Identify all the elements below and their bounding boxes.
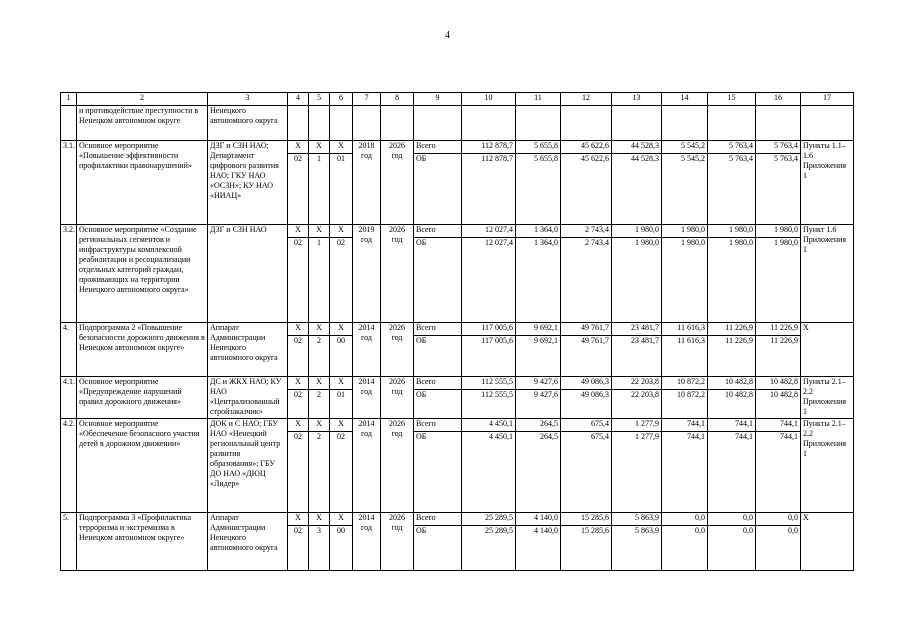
amount-cell: 44 528,3 [612, 154, 662, 225]
end-year: 2026 год [381, 225, 414, 323]
amount-cell: 44 528,3 [612, 141, 662, 154]
amount-cell: 4 450,1 [462, 432, 516, 513]
code-cell: X [309, 141, 330, 154]
amount-cell: 10 872,2 [662, 390, 708, 419]
start-year: 2014 год [353, 513, 381, 571]
amount-cell: 49 086,3 [561, 377, 612, 390]
amount-cell: 9 427,6 [516, 377, 561, 390]
header-cell: 16 [756, 93, 801, 106]
table-row [61, 419, 854, 432]
table-row [61, 323, 854, 336]
header-cell: 12 [561, 93, 612, 106]
source-ob: ОБ [414, 336, 462, 377]
amount-cell: 1 980,0 [662, 225, 708, 238]
code-cell: 3 [309, 526, 330, 571]
row-executor: ДОК и С НАО; ГБУ НАО «Ненецкий региональный центр развития образования»; ГБУ ДО НАО «ДЮЦ «Лидер» [208, 419, 288, 513]
amount-cell: 112 878,7 [462, 154, 516, 225]
header-row [61, 93, 854, 106]
amount-cell: 23 481,7 [612, 336, 662, 377]
amount-cell: 117 005,6 [462, 323, 516, 336]
code-cell: X [288, 377, 309, 390]
continuation-row [61, 106, 854, 141]
source-total: Всего [414, 225, 462, 238]
row-executor: Аппарат Администрации Ненецкого автономного округа [208, 323, 288, 377]
page-number: 4 [445, 30, 450, 41]
code-cell: 02 [288, 238, 309, 323]
code-cell: X [288, 513, 309, 526]
amount-cell: 4 450,1 [462, 419, 516, 432]
row-number: 4. [61, 323, 77, 377]
amount-cell: 45 622,6 [561, 141, 612, 154]
code-cell: X [309, 419, 330, 432]
amount-cell: 5 763,4 [756, 141, 801, 154]
code-cell: 1 [309, 238, 330, 323]
row-number: 3.1. [61, 141, 77, 225]
amount-cell: 264,5 [516, 419, 561, 432]
row-name: Основное мероприятие «Создание региональных сегментов и инфраструктуры комплексной реабилитации и ресоциализации отдельных категорий граждан, проживающих на территории Ненецкого автономного округа» [77, 225, 208, 323]
source-total: Всего [414, 377, 462, 390]
header-cell: 1 [61, 93, 77, 106]
row-name: Основное мероприятие «Повышение эффективности профилактики правонарушений» [77, 141, 208, 225]
amount-cell: 112 555,5 [462, 390, 516, 419]
code-cell: X [330, 141, 353, 154]
code-cell: 2 [309, 390, 330, 419]
code-cell: 02 [288, 336, 309, 377]
amount-cell: 4 140,0 [516, 526, 561, 571]
code-cell: 2 [309, 336, 330, 377]
table-row [61, 225, 854, 238]
row-number: 3.2. [61, 225, 77, 323]
code-cell: 02 [288, 154, 309, 225]
amount-cell: 49 086,3 [561, 390, 612, 419]
row-note: Пункт 1.6 Приложения 1 [801, 225, 854, 323]
source-ob: ОБ [414, 390, 462, 419]
amount-cell: 117 005,6 [462, 336, 516, 377]
amount-cell: 9 427,6 [516, 390, 561, 419]
amount-cell: 744,1 [708, 432, 756, 513]
amount-cell: 5 545,2 [662, 141, 708, 154]
start-year: 2014 год [353, 377, 381, 419]
source-total: Всего [414, 419, 462, 432]
amount-cell: 264,5 [516, 432, 561, 513]
end-year: 2026 год [381, 419, 414, 513]
continuation-name: и противодействие преступности в Ненецком автономном округе [77, 106, 208, 141]
amount-cell: 1 277,9 [612, 432, 662, 513]
amount-cell: 10 482,8 [708, 377, 756, 390]
amount-cell: 675,4 [561, 419, 612, 432]
row-executor: Аппарат Администрации Ненецкого автономного округа [208, 513, 288, 571]
amount-cell: 5 863,9 [612, 526, 662, 571]
amount-cell: 11 226,9 [756, 323, 801, 336]
amount-cell: 1 980,0 [708, 225, 756, 238]
amount-cell: 0,0 [662, 513, 708, 526]
end-year: 2026 год [381, 377, 414, 419]
code-cell: X [330, 225, 353, 238]
code-cell: X [330, 377, 353, 390]
amount-cell: 10 872,2 [662, 377, 708, 390]
code-cell: 01 [330, 390, 353, 419]
amount-cell: 23 481,7 [612, 323, 662, 336]
continuation-executor: Ненецкого автономного округа [208, 106, 288, 141]
row-note: X [801, 323, 854, 377]
source-total: Всего [414, 323, 462, 336]
amount-cell: 5 863,9 [612, 513, 662, 526]
source-ob: ОБ [414, 432, 462, 513]
end-year: 2026 год [381, 141, 414, 225]
row-name: Подпрограмма 2 «Повышение безопасности дорожного движения в Ненецком автономном округе» [77, 323, 208, 377]
row-name: Основное мероприятие «Обеспечение безопасного участия детей в дорожном движении» [77, 419, 208, 513]
amount-cell: 0,0 [708, 526, 756, 571]
budget-table [60, 92, 854, 571]
amount-cell: 2 743,4 [561, 238, 612, 323]
source-total: Всего [414, 141, 462, 154]
table-body [61, 93, 854, 571]
row-note: Пункты 2.1–2.2 Приложения 1 [801, 377, 854, 419]
amount-cell: 112 878,7 [462, 141, 516, 154]
amount-cell: 5 545,2 [662, 154, 708, 225]
amount-cell: 5 763,4 [756, 154, 801, 225]
source-ob: ОБ [414, 154, 462, 225]
amount-cell: 15 285,6 [561, 513, 612, 526]
code-cell: 00 [330, 526, 353, 571]
header-cell: 3 [208, 93, 288, 106]
row-note: Пункты 1.1–1.6 Приложения 1 [801, 141, 854, 225]
header-cell: 6 [330, 93, 353, 106]
row-executor: ДЗГ и СЗН НАО [208, 225, 288, 323]
row-name: Подпрограмма 3 «Профилактика терроризма и экстремизма в Ненецком автономном округе» [77, 513, 208, 571]
row-executor: ДЗГ и СЗН НАО; Департамент цифрового развития НАО; ГКУ НАО «ОСЗН»; КУ НАО «НИАЦ» [208, 141, 288, 225]
continuation-num [61, 106, 77, 141]
code-cell: 2 [309, 432, 330, 513]
header-cell: 9 [414, 93, 462, 106]
amount-cell: 11 616,3 [662, 336, 708, 377]
amount-cell: 11 226,9 [756, 336, 801, 377]
code-cell: X [330, 419, 353, 432]
row-name: Основное мероприятие «Предупреждение нарушений правил дорожного движения» [77, 377, 208, 419]
amount-cell: 1 980,0 [612, 238, 662, 323]
amount-cell: 11 226,9 [708, 323, 756, 336]
amount-cell: 2 743,4 [561, 225, 612, 238]
header-cell: 17 [801, 93, 854, 106]
header-cell: 15 [708, 93, 756, 106]
code-cell: X [288, 141, 309, 154]
row-note: Пункты 2.1–2.2 Приложения 1 [801, 419, 854, 513]
amount-cell: 9 692,1 [516, 323, 561, 336]
amount-cell: 45 622,6 [561, 154, 612, 225]
table-row [61, 513, 854, 526]
amount-cell: 0,0 [756, 526, 801, 571]
amount-cell: 9 692,1 [516, 336, 561, 377]
code-cell: X [288, 323, 309, 336]
amount-cell: 1 980,0 [662, 238, 708, 323]
amount-cell: 744,1 [662, 419, 708, 432]
table-row [61, 377, 854, 390]
code-cell: X [330, 323, 353, 336]
source-total: Всего [414, 513, 462, 526]
amount-cell: 10 482,8 [756, 377, 801, 390]
amount-cell: 5 655,8 [516, 141, 561, 154]
amount-cell: 744,1 [756, 419, 801, 432]
header-cell: 4 [288, 93, 309, 106]
row-number: 5. [61, 513, 77, 571]
amount-cell: 112 555,5 [462, 377, 516, 390]
amount-cell: 0,0 [708, 513, 756, 526]
amount-cell: 675,4 [561, 432, 612, 513]
code-cell: 02 [330, 432, 353, 513]
row-note: X [801, 513, 854, 571]
header-cell: 7 [353, 93, 381, 106]
amount-cell: 11 616,3 [662, 323, 708, 336]
amount-cell: 49 761,7 [561, 323, 612, 336]
code-cell: X [309, 323, 330, 336]
start-year: 2018 год [353, 141, 381, 225]
code-cell: X [288, 419, 309, 432]
amount-cell: 25 289,5 [462, 526, 516, 571]
amount-cell: 5 655,8 [516, 154, 561, 225]
header-cell: 11 [516, 93, 561, 106]
amount-cell: 1 277,9 [612, 419, 662, 432]
amount-cell: 12 027,4 [462, 225, 516, 238]
header-cell: 14 [662, 93, 708, 106]
source-ob: ОБ [414, 238, 462, 323]
code-cell: X [288, 225, 309, 238]
code-cell: 1 [309, 154, 330, 225]
amount-cell: 10 482,8 [756, 390, 801, 419]
source-ob: ОБ [414, 526, 462, 571]
header-cell: 2 [77, 93, 208, 106]
amount-cell: 4 140,0 [516, 513, 561, 526]
code-cell: X [330, 513, 353, 526]
amount-cell: 15 285,6 [561, 526, 612, 571]
row-number: 4.1. [61, 377, 77, 419]
code-cell: X [309, 377, 330, 390]
header-cell: 13 [612, 93, 662, 106]
amount-cell: 1 980,0 [708, 238, 756, 323]
amount-cell: 0,0 [756, 513, 801, 526]
code-cell: 00 [330, 336, 353, 377]
amount-cell: 5 763,4 [708, 154, 756, 225]
header-cell: 10 [462, 93, 516, 106]
code-cell: 02 [288, 526, 309, 571]
amount-cell: 1 980,0 [756, 225, 801, 238]
code-cell: 02 [288, 432, 309, 513]
code-cell: 02 [288, 390, 309, 419]
code-cell: X [309, 225, 330, 238]
code-cell: X [309, 513, 330, 526]
amount-cell: 22 203,8 [612, 390, 662, 419]
amount-cell: 1 980,0 [756, 238, 801, 323]
code-cell: 01 [330, 154, 353, 225]
row-executor: ДС и ЖКХ НАО; КУ НАО «Централизованный стройзаказчик» [208, 377, 288, 419]
start-year: 2014 год [353, 419, 381, 513]
amount-cell: 11 226,9 [708, 336, 756, 377]
amount-cell: 12 027,4 [462, 238, 516, 323]
end-year: 2026 год [381, 513, 414, 571]
amount-cell: 1 980,0 [612, 225, 662, 238]
amount-cell: 1 364,0 [516, 238, 561, 323]
start-year: 2014 год [353, 323, 381, 377]
header-cell: 5 [309, 93, 330, 106]
row-number: 4.2. [61, 419, 77, 513]
code-cell: 02 [330, 238, 353, 323]
amount-cell: 744,1 [756, 432, 801, 513]
start-year: 2019 год [353, 225, 381, 323]
amount-cell: 22 203,8 [612, 377, 662, 390]
header-cell: 8 [381, 93, 414, 106]
amount-cell: 49 761,7 [561, 336, 612, 377]
amount-cell: 5 763,4 [708, 141, 756, 154]
amount-cell: 0,0 [662, 526, 708, 571]
amount-cell: 25 289,5 [462, 513, 516, 526]
end-year: 2026 год [381, 323, 414, 377]
amount-cell: 744,1 [662, 432, 708, 513]
amount-cell: 10 482,8 [708, 390, 756, 419]
table-row [61, 141, 854, 154]
amount-cell: 1 364,0 [516, 225, 561, 238]
amount-cell: 744,1 [708, 419, 756, 432]
